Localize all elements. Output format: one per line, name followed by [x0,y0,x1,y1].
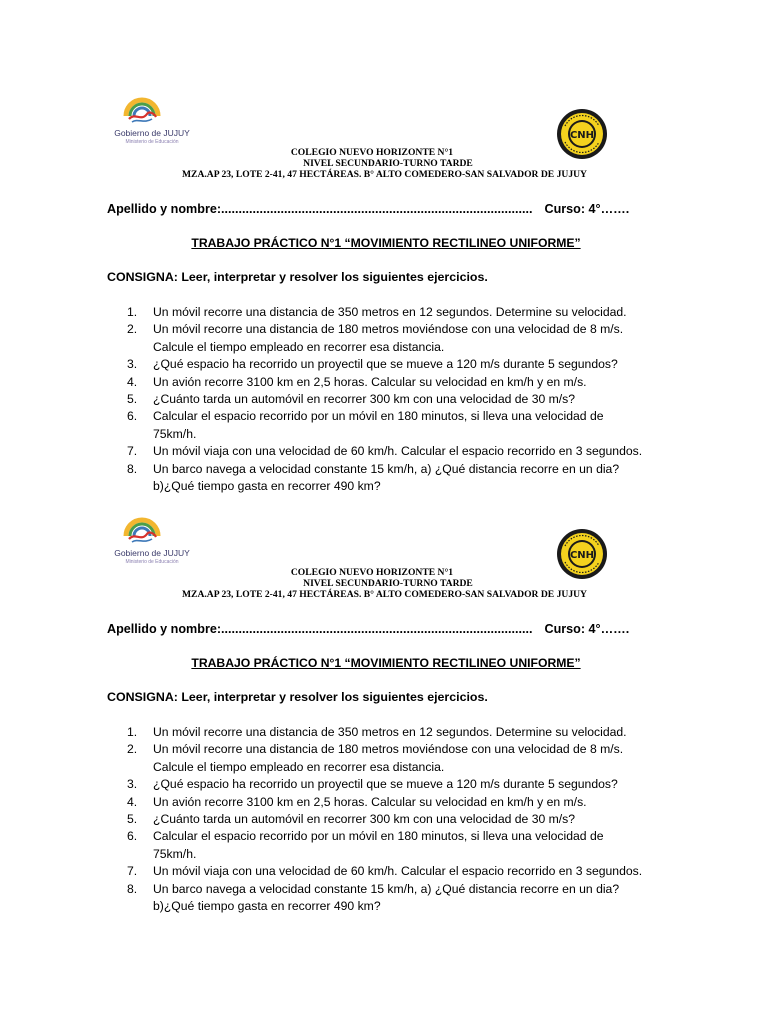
school-address: MZA.AP 23, LOTE 2-41, 47 HECTÁREAS. B° ALTO COMEDERO-SAN SALVADOR DE JUJUY [182,169,587,180]
exercise-item [127,794,687,811]
exercise-text: Un barco navega a velocidad constante 15 km/h, a) ¿Qué distancia recorre en un dia? [153,881,620,896]
student-name-field: Apellido y nombre:......................................................................................... [107,202,533,216]
exercise-text-continued: b)¿Qué tiempo gasta en recorrer 490 km? [153,479,381,494]
exercise-number: 6. [127,829,138,844]
exercise-item [127,304,687,321]
school-address: MZA.AP 23, LOTE 2-41, 47 HECTÁREAS. B° ALTO COMEDERO-SAN SALVADOR DE JUJUY [182,589,587,600]
exercise-text: Un móvil viaja con una velocidad de 60 km/h. Calcular el espacio recorrido en 3 segundos. [153,864,643,879]
exercise-text: Un avión recorre 3100 km en 2,5 horas. Calcular su velocidad en km/h y en m/s. [153,794,587,809]
exercise-text: Un móvil recorre una distancia de 180 metros moviéndose con una velocidad de 8 m/s. [153,322,624,337]
exercise-list [127,304,687,495]
worksheet-title: TRABAJO PRÁCTICO N°1 “MOVIMIENTO RECTILINEO UNIFORME” [191,656,581,670]
school-name: COLEGIO NUEVO HORIZONTE N°1 [290,567,454,578]
gobierno-name: Gobierno de JUJUY [114,128,190,138]
gobierno-jujuy-logo [112,512,192,572]
exercise-item [127,321,687,356]
ministry-name: Ministerio de Educación [125,139,179,145]
school-header [0,147,768,180]
gobierno-jujuy-emblem-icon [112,92,192,128]
school-level-shift: NIVEL SECUNDARIO-TURNO TARDE [303,578,473,589]
seal-initials: CNH [569,550,595,561]
exercise-item [127,741,687,776]
school-name: COLEGIO NUEVO HORIZONTE N°1 [290,147,454,158]
exercise-number: 5. [127,812,138,827]
ministry-name: Ministerio de Educación [125,559,179,565]
exercise-number: 7. [127,444,138,459]
exercise-text: ¿Cuánto tarda un automóvil en recorrer 300 km con una velocidad de 30 m/s? [153,812,576,827]
student-info-line [107,622,629,636]
exercise-item [127,374,687,391]
exercise-item [127,724,687,741]
exercise-item [127,881,687,916]
exercise-number: 1. [127,305,138,319]
exercise-number: 2. [127,742,138,757]
student-name-field: Apellido y nombre:......................................................................................... [107,622,533,636]
exercise-number: 4. [127,374,138,389]
exercise-number: 3. [127,357,138,372]
exercise-text-continued: 75km/h. [153,846,197,861]
exercise-text: Calcular el espacio recorrido por un móvil en 180 minutos, si lleva una velocidad de [153,829,604,844]
exercise-number: 5. [127,392,138,407]
exercise-number: 8. [127,461,138,476]
exercise-text: Un móvil recorre una distancia de 350 metros en 12 segundos. Determine su velocidad. [153,725,627,739]
gobierno-jujuy-logo [112,92,192,152]
exercise-number: 1. [127,725,138,739]
exercise-number: 4. [127,794,138,809]
seal-initials: CNH [569,130,595,141]
school-header [0,567,768,600]
worksheet-copy-1 [0,92,768,512]
exercise-item [127,443,687,460]
exercise-item [127,461,687,496]
exercise-item [127,408,687,443]
exercise-text: Un móvil recorre una distancia de 350 metros en 12 segundos. Determine su velocidad. [153,305,627,319]
exercise-number: 2. [127,322,138,337]
worksheet-instruction: CONSIGNA: Leer, interpretar y resolver los siguientes ejercicios. [107,690,488,704]
exercise-item [127,811,687,828]
exercise-text: ¿Qué espacio ha recorrido un proyectil que se mueve a 120 m/s durante 5 segundos? [153,777,618,792]
gobierno-name: Gobierno de JUJUY [114,548,190,558]
exercise-text-continued: Calcule el tiempo empleado en recorrer esa distancia. [153,339,445,354]
school-level-shift: NIVEL SECUNDARIO-TURNO TARDE [303,158,473,169]
exercise-item [127,828,687,863]
exercise-text: Un barco navega a velocidad constante 15 km/h, a) ¿Qué distancia recorre en un dia? [153,461,620,476]
exercise-number: 7. [127,864,138,879]
exercise-text: ¿Qué espacio ha recorrido un proyectil que se mueve a 120 m/s durante 5 segundos? [153,357,618,372]
exercise-text-continued: Calcule el tiempo empleado en recorrer esa distancia. [153,759,445,774]
exercise-text-continued: b)¿Qué tiempo gasta en recorrer 490 km? [153,899,381,914]
exercise-number: 8. [127,881,138,896]
exercise-list [127,724,687,915]
exercise-item [127,391,687,408]
student-course-field: Curso: 4°……. [544,202,630,216]
exercise-text: Un avión recorre 3100 km en 2,5 horas. Calcular su velocidad en km/h y en m/s. [153,374,587,389]
exercise-number: 6. [127,409,138,424]
student-course-field: Curso: 4°……. [544,622,630,636]
exercise-text-continued: 75km/h. [153,426,197,441]
student-info-line [107,202,629,216]
exercise-text: ¿Cuánto tarda un automóvil en recorrer 300 km con una velocidad de 30 m/s? [153,392,576,407]
exercise-item [127,863,687,880]
gobierno-jujuy-emblem-icon [112,512,192,548]
exercise-text: Un móvil viaja con una velocidad de 60 km/h. Calcular el espacio recorrido en 3 segundos. [153,444,643,459]
worksheet-copy-2 [0,512,768,932]
worksheet-instruction: CONSIGNA: Leer, interpretar y resolver los siguientes ejercicios. [107,270,488,284]
exercise-number: 3. [127,777,138,792]
exercise-item [127,356,687,373]
exercise-text: Calcular el espacio recorrido por un móvil en 180 minutos, si lleva una velocidad de [153,409,604,424]
worksheet-title: TRABAJO PRÁCTICO N°1 “MOVIMIENTO RECTILINEO UNIFORME” [191,236,581,250]
exercise-text: Un móvil recorre una distancia de 180 metros moviéndose con una velocidad de 8 m/s. [153,742,624,757]
exercise-item [127,776,687,793]
